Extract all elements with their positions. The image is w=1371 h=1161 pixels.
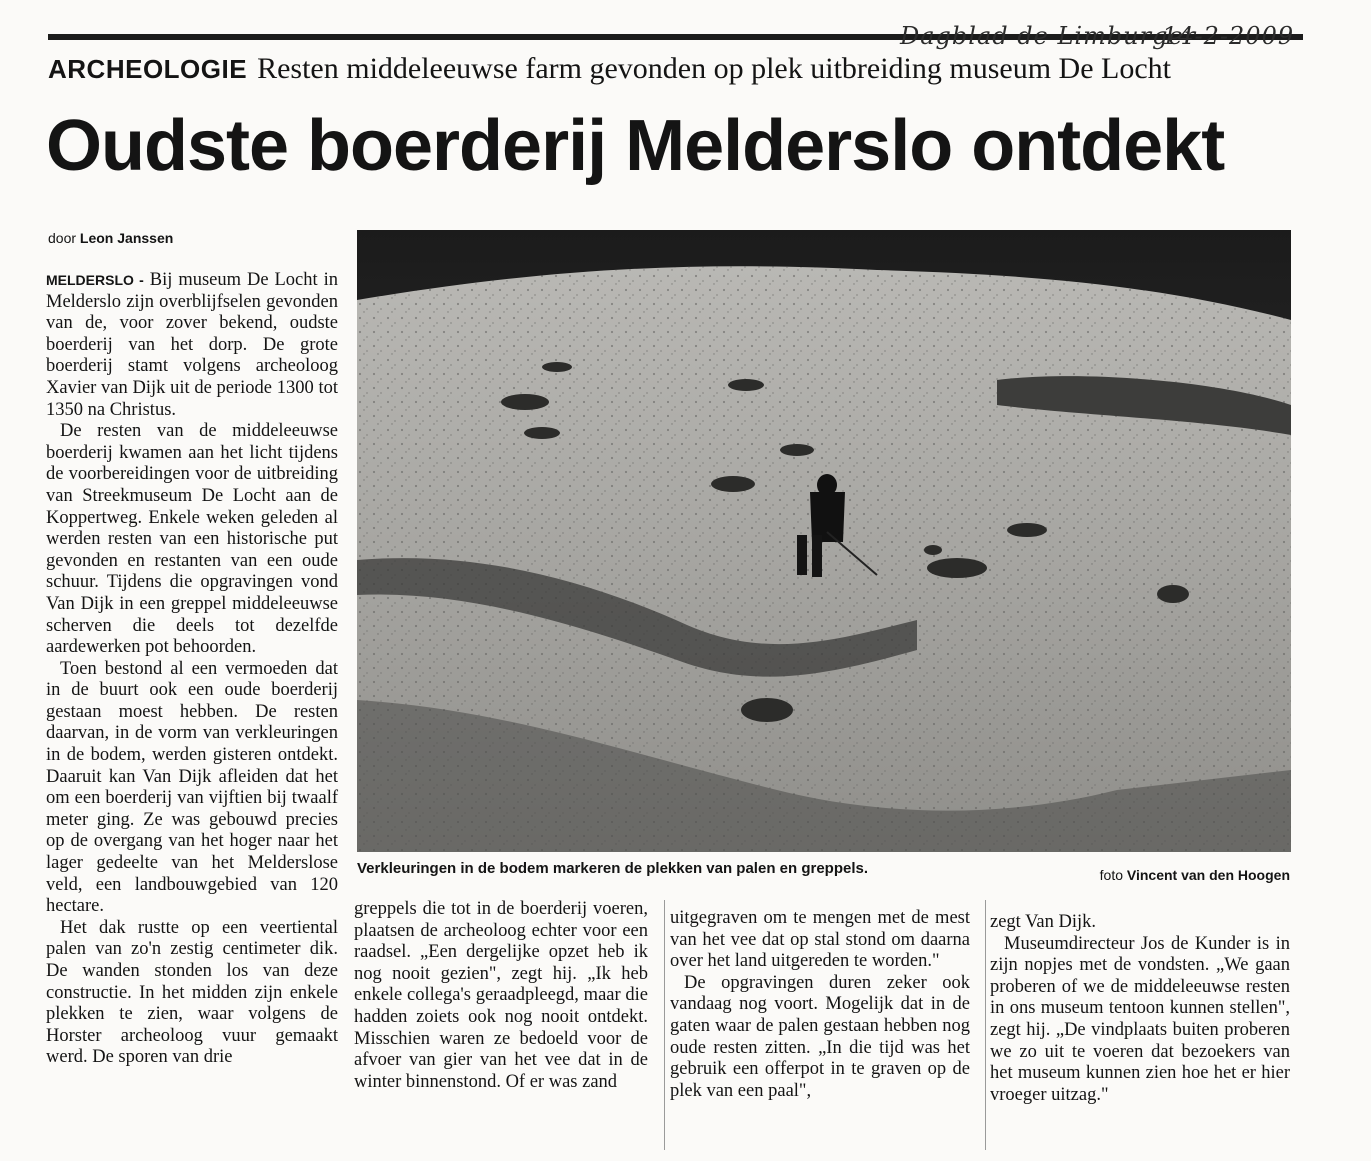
column1-paragraph-3: Toen bestond al een vermoeden dat in de buurt ook een oude boerderij gestaan moest hebben. De resten daarvan, in de vorm van verkleuringen in de bodem, werden gisteren ontdekt. Daaruit kan Van Dijk afleiden dat het om een boerderij van vijftien bij twaalf meter ging. Ze was gebouwd precies op de overgang van het hoger naar het lager gedeelte van het Melderslose veld, een landbouwgebied van 120 hectare. [46,658,338,917]
handwritten-annotation [900,8,1310,48]
article-column-4 [990,912,1290,1152]
photo-caption: Verkleuringen in de bodem markeren de plekken van palen en greppels. [357,860,869,877]
byline-prefix: door [48,230,77,246]
column4-paragraph-2: Museumdirecteur Jos de Kunder is in zijn nopjes met de vondsten. „We gaan proberen of we de middeleeuwse resten in ons museum tentoon kunnen stellen", zegt hij. „De vindplaats buiten proberen we zo uit te voeren dat bezoekers van het museum kunnen zien hoe het er hier vroeger uitzag." [990,933,1290,1105]
kicker-keyword: ARCHEOLOGIE [48,54,248,84]
excavation-photo-graphic [357,230,1291,852]
handwritten-publication: Dagblad de Limburger [900,22,1197,50]
handwritten-date: 14-2-2009 [1162,22,1295,50]
headline: Oudste boerderij Melderslo ontdekt [46,106,1225,186]
dateline: MELDERSLO - [46,272,144,288]
column1-paragraph-2: De resten van de middeleeuwse boerderij kwamen aan het licht tijdens de voorbereidingen voor de uitbreiding van Streekmuseum De Locht aan de Koppertweg. Enkele weken geleden al werden resten van een historische put gevonden en restanten van een oude schuur. Tijdens die opgravingen vond Van Dijk in een greppel middeleeuwse scherven die deels tot dezelfde aardewerken pot behoorden. [46,421,338,658]
article-column-1 [46,270,338,1115]
column-divider [985,900,986,1150]
column3-paragraph-1: uitgegraven om te mengen met de mest van het vee dat op stal stond om daarna over het land uitgereden te worden." [670,908,970,972]
article-column-3 [670,908,970,1148]
photo-credit-name: Vincent van den Hoogen [1126,867,1290,883]
column4-paragraph-1: zegt Van Dijk. [990,912,1097,932]
column2-paragraph-1: greppels die tot in de boerderij voeren, plaatsen de archeoloog echter voor een raadsel. „Een dergelijke opzet heb ik nog nooit gezien", zegt hij. „Ik heb enkele collega's geraadpleegd, maar die hadden zoiets ook nog nooit ontdekt. Misschien waren ze bedoeld voor de afvoer van gier van het vee dat in de winter binnenstond. Of er was zand [354,899,648,1092]
column1-paragraph-1-text: Bij museum De Locht in Melderslo zijn overblijfselen gevonden van de, voor zover bekend, oudste boerderij van het dorp. De grote boerderij stamt volgens archeoloog Xavier van Dijk uit de periode 1300 tot 1350 na Christus. [46,270,338,420]
article-column-2 [354,899,648,1144]
article-photo [357,230,1291,852]
column3-paragraph-2: De opgravingen duren zeker ook vandaag nog voort. Mogelijk dat in de gaten waar de palen gestaan hebben nog oude resten zitten. „In die tijd was het gebruik een offerpot in te graven op de plek van een paal", [670,972,970,1101]
photo-credit [1060,867,1290,883]
column-divider [664,900,665,1150]
column1-paragraph-1 [46,270,338,421]
kicker-text: Resten middeleeuwse farm gevonden op plek uitbreiding museum De Locht [257,52,1172,85]
kicker [48,52,1278,94]
column1-paragraph-4: Het dak rustte op een veertiental palen van zo'n zestig centimeter dik. De wanden stonden los van deze constructie. In het midden zijn enkele plekken te zien, waar volgens de Horster archeoloog vuur gemaakt werd. De sporen van drie [46,917,338,1068]
byline-author: Leon Janssen [79,230,174,246]
photo-credit-prefix: foto [1099,867,1123,883]
byline [48,230,348,246]
